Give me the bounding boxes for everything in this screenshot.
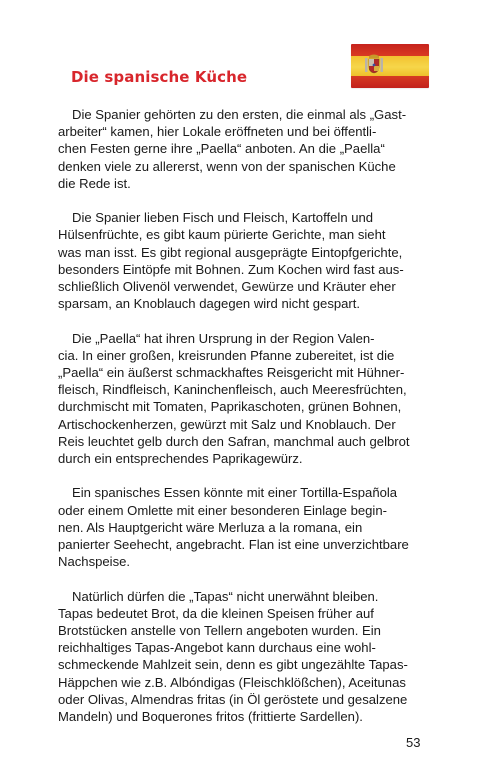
text-line: chen Festen gerne ihre „Paella“ anboten. An die „Paella“ — [58, 141, 385, 157]
text-line: Brotstücken anstelle von Tellern angeboten wurden. Ein — [58, 623, 381, 639]
page-title: Die spanische Küche — [71, 68, 248, 86]
spain-flag-icon — [351, 44, 429, 88]
text-line: reichhaltiges Tapas-Angebot kann durchaus eine wohl- — [58, 640, 376, 656]
text-line: oder Olivas, Almendras fritas (in Öl geröstete und gesalzene — [58, 691, 408, 707]
page-number: 53 — [406, 735, 421, 750]
text-line: durch ein entsprechendes Paprikagewürz. — [58, 451, 303, 467]
text-line: schmeckende Mahlzeit sein, denn es gibt ungezählte Tapas- — [58, 657, 408, 673]
text-line: Hülsenfrüchte, es gibt kaum pürierte Gerichte, man sieht — [58, 227, 386, 243]
flag-red-stripe-top — [351, 44, 429, 56]
text-line: Artischockenherzen, gewürzt mit Salz und Knoblauch. Der — [58, 416, 396, 432]
text-line: Ein spanisches Essen könnte mit einer Tortilla-Española — [72, 485, 398, 501]
text-line: Die „Paella“ hat ihren Ursprung in der Region Valen- — [72, 330, 375, 346]
text-line: die Rede ist. — [58, 175, 131, 191]
text-line: cia. In einer großen, kreisrunden Pfanne zubereitet, ist die — [58, 347, 395, 363]
text-line: Tapas bedeutet Brot, da die kleinen Speisen früher auf — [58, 605, 374, 621]
text-line: oder einem Omlette mit einer besonderen Einlage begin- — [58, 502, 387, 518]
text-line: schließlich Olivenöl verwendet, Gewürze und Kräuter eher — [58, 279, 396, 295]
coat-of-arms-icon — [365, 54, 383, 76]
text-line: sparsam, an Knoblauch dagegen wird nicht gespart. — [58, 296, 361, 312]
text-line: besonders Eintöpfe mit Bohnen. Zum Kochen wird fast aus- — [58, 261, 404, 277]
flag-yellow-stripe — [351, 56, 429, 76]
paragraph-tapas — [58, 588, 426, 726]
paragraph-ingredients — [58, 209, 426, 312]
text-line: Nachspeise. — [58, 554, 131, 570]
text-line: was man isst. Es gibt regional ausgeprägte Eintopfgerichte, — [58, 244, 403, 260]
text-line: Mandeln) und Boquerones fritos (frittierte Sardellen). — [58, 709, 363, 725]
text-line: denken viele zu allererst, wenn von der spanischen Küche — [58, 158, 396, 174]
text-line: Natürlich dürfen die „Tapas“ nicht unerwähnt bleiben. — [72, 588, 379, 604]
text-line: durchmischt mit Tomaten, Paprikaschoten, grünen Bohnen, — [58, 399, 402, 415]
text-line: fleisch, Rindfleisch, Kaninchenfleisch, auch Meeresfrüchten, — [58, 382, 407, 398]
text-line: Die Spanier lieben Fisch und Fleisch, Kartoffeln und — [72, 210, 374, 226]
text-line: nen. Als Hauptgericht wäre Merluza a la romana, ein — [58, 519, 363, 535]
flag-red-stripe-bottom — [351, 76, 429, 88]
paragraph-meal — [58, 484, 426, 570]
text-line: „Paella“ ein äußerst schmackhaftes Reisgericht mit Hühner- — [58, 365, 405, 381]
text-line: Häppchen wie z.B. Albóndigas (Fleischklößchen), Aceitunas — [58, 674, 406, 690]
paragraph-intro — [58, 106, 426, 192]
paragraph-paella — [58, 330, 426, 468]
body-text — [58, 106, 426, 742]
text-line: panierter Seehecht, angebracht. Flan ist eine unverzichtbare — [58, 537, 409, 553]
text-line: Reis leuchtet gelb durch den Safran, manchmal auch gelbrot — [58, 433, 410, 449]
text-line: Die Spanier gehörten zu den ersten, die einmal als „Gast- — [72, 107, 407, 122]
text-line: arbeiter“ kamen, hier Lokale eröffneten und bei öffentli- — [58, 124, 377, 140]
